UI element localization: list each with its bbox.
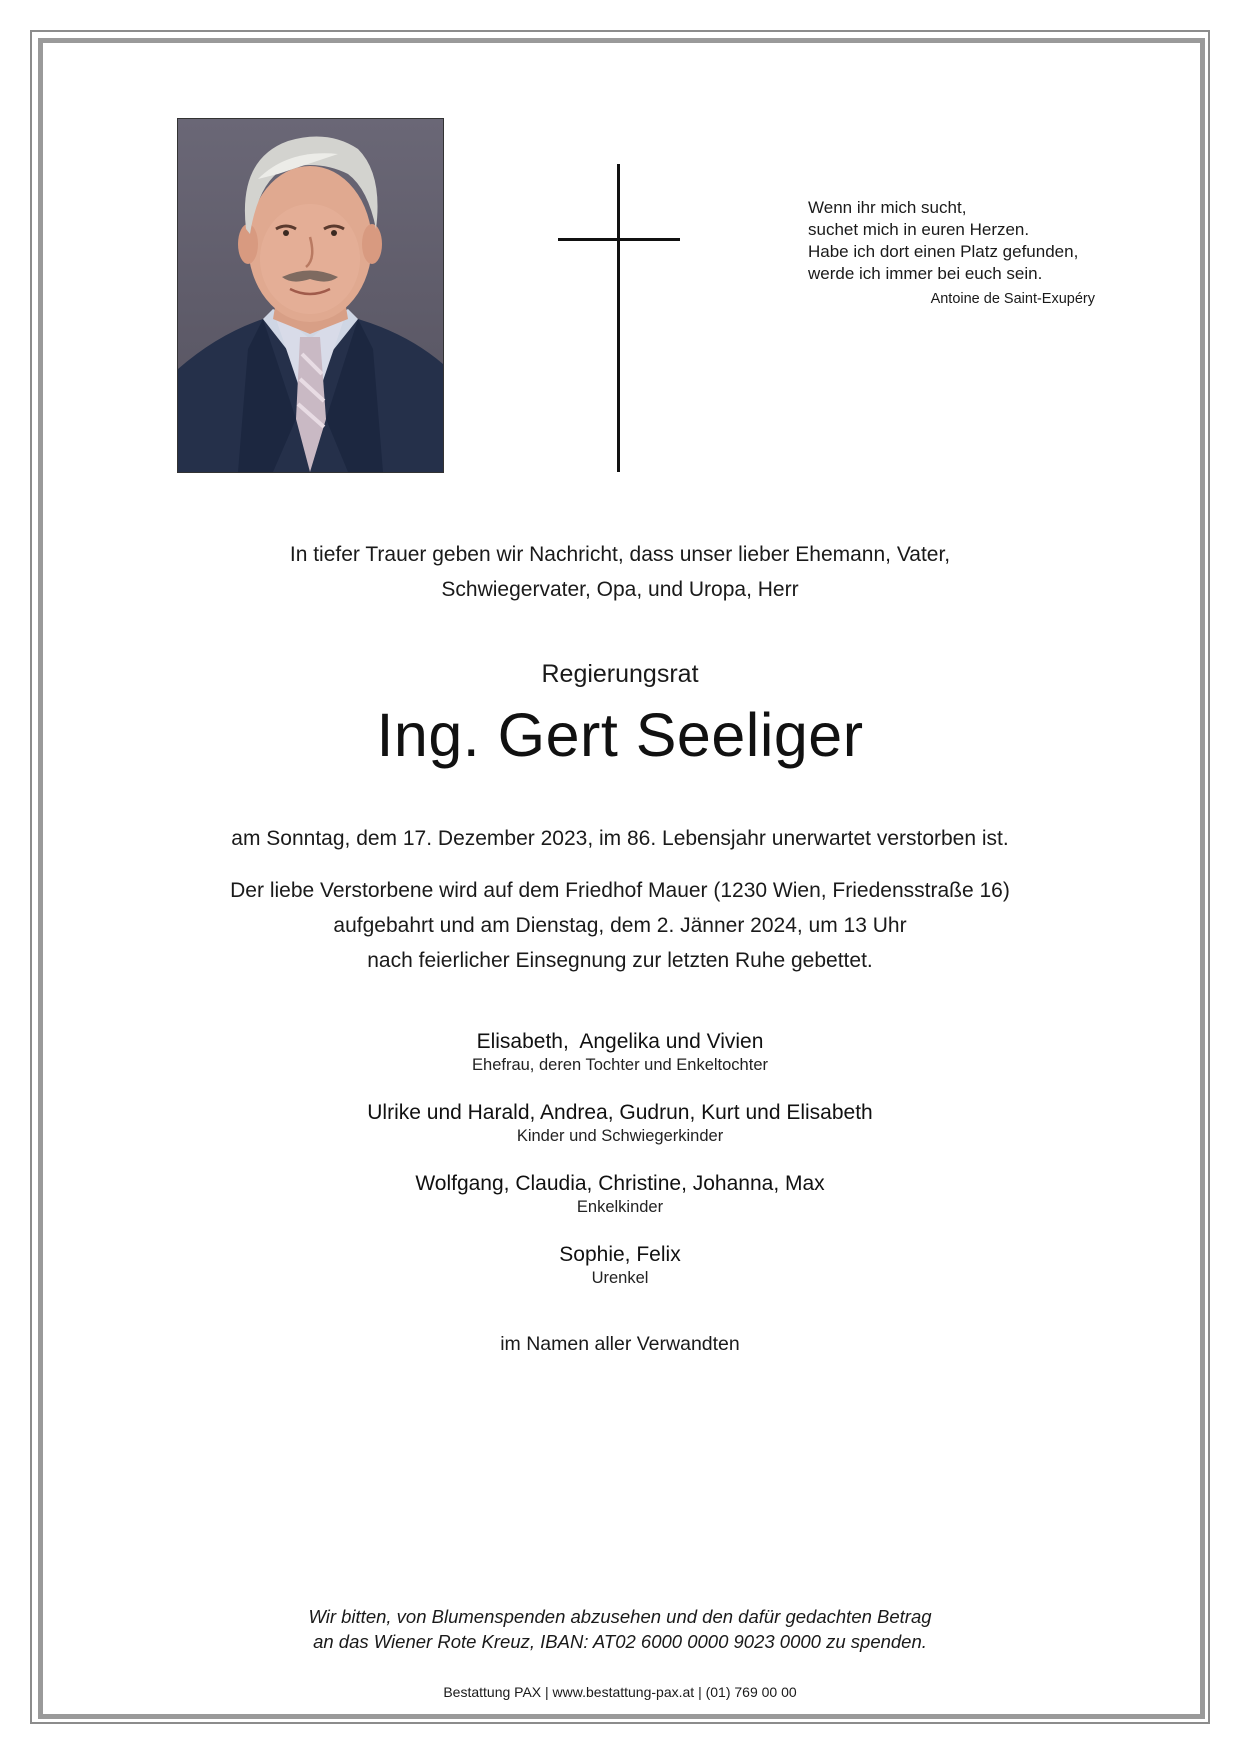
funeral-line: Der liebe Verstorbene wird auf dem Friedhof Mauer (1230 Wien, Friedensstraße 16) [230,879,1010,902]
cross-horizontal-bar [558,238,680,241]
intro-line: In tiefer Trauer geben wir Nachricht, dass unser lieber Ehemann, Vater, [289,543,951,566]
mourner-relation: Ehefrau, deren Tochter und Enkeltochter [472,1056,768,1074]
mourner-group [60,1101,1180,1146]
funeral-line: aufgebahrt und am Dienstag, dem 2. Jänner 2024, um 13 Uhr [333,914,907,937]
funeral-details [60,873,1180,978]
cross-symbol [558,164,680,472]
funeral-line: nach feierlicher Einsegnung zur letzten Ruhe gebettet. [367,949,873,972]
quote-line: Wenn ihr mich sucht, [808,198,967,217]
mourner-group [60,1243,1180,1288]
footer-contact: Bestattung PAX | www.bestattung-pax.at | (01) 769 00 00 [443,1684,797,1700]
quote-author: Antoine de Saint-Exupéry [930,291,1095,307]
mourner-names: Elisabeth, Angelika und Vivien [476,1030,764,1053]
mourner-relation: Urenkel [591,1269,649,1287]
cross-vertical-bar [617,164,620,472]
quote-line: werde ich immer bei euch sein. [808,264,1043,283]
mourner-names: Wolfgang, Claudia, Christine, Johanna, Max [415,1172,825,1195]
quote-line: Habe ich dort einen Platz gefunden, [808,242,1079,261]
memorial-quote [808,197,1098,285]
quote-line: suchet mich in euren Herzen. [808,220,1030,239]
deceased-rank: Regierungsrat [541,660,699,688]
mourner-names: Sophie, Felix [559,1243,681,1266]
intro-line: Schwiegervater, Opa, und Uropa, Herr [441,578,799,601]
mourner-group [60,1172,1180,1217]
donation-line: Wir bitten, von Blumenspenden abzusehen und den dafür gedachten Betrag [308,1606,932,1627]
deceased-name: Ing. Gert Seeliger [376,701,864,769]
mourner-relation: Kinder und Schwiegerkinder [516,1127,724,1145]
donation-request [60,1604,1180,1654]
portrait-photo [177,118,444,473]
closing-text: im Namen aller Verwandten [500,1333,740,1355]
intro-text [60,537,1180,607]
mourner-relation: Enkelkinder [576,1198,664,1216]
mourner-names: Ulrike und Harald, Andrea, Gudrun, Kurt und Elisabeth [367,1101,873,1124]
death-notice: am Sonntag, dem 17. Dezember 2023, im 86. Lebensjahr unerwartet verstorben ist. [231,827,1009,850]
mourner-group [60,1030,1180,1075]
donation-line: an das Wiener Rote Kreuz, IBAN: AT02 6000 0000 9023 0000 zu spenden. [313,1631,927,1652]
